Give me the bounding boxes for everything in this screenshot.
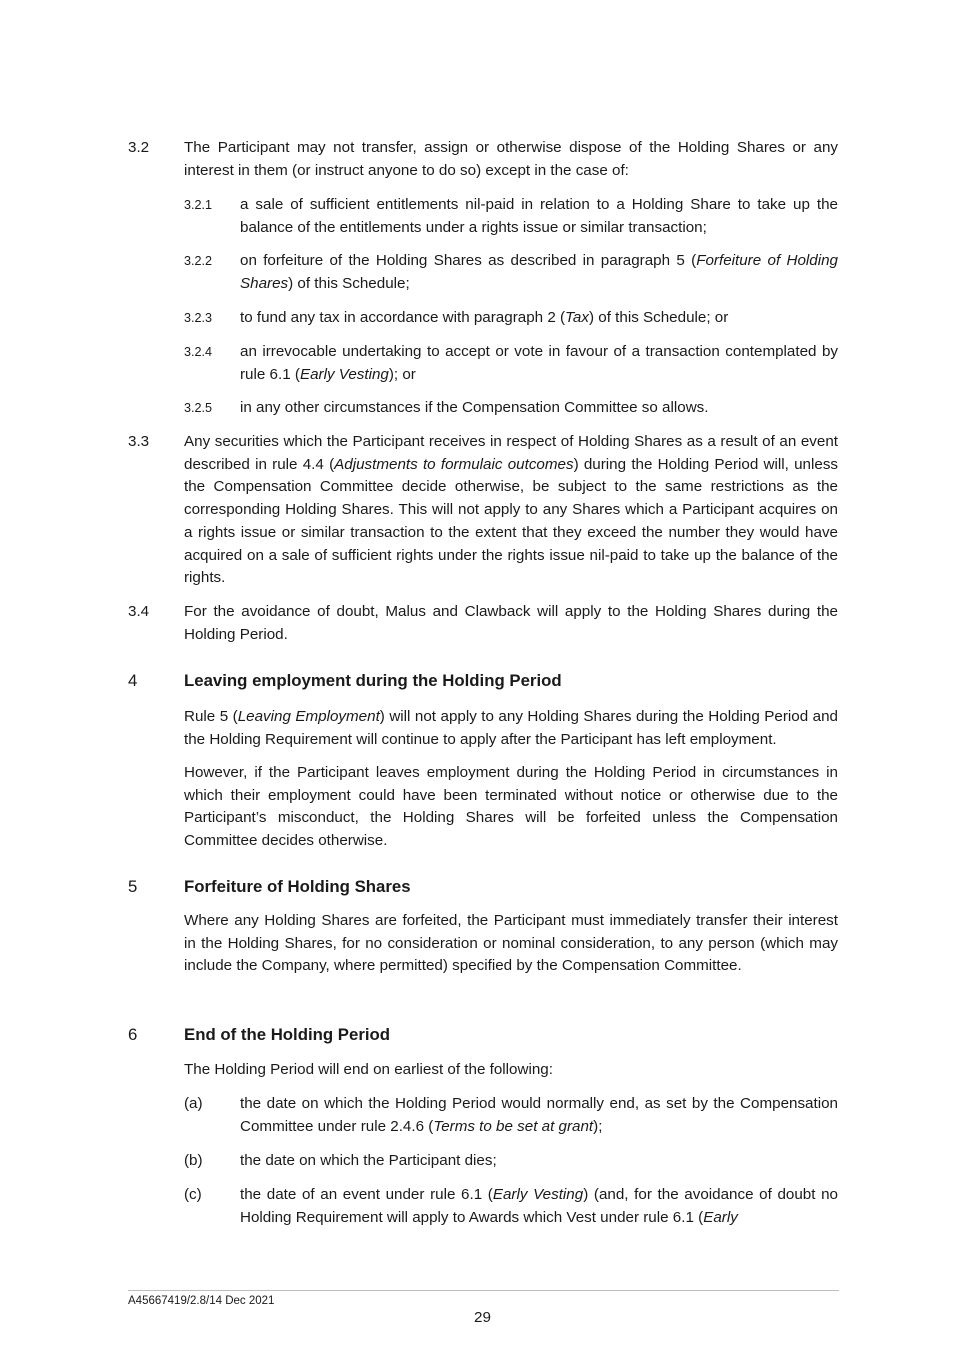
subclause-number: 3.2.1 [184,198,213,212]
clause-3-4 [128,601,838,646]
subclause-number: 3.2.5 [184,401,213,415]
section-4-paragraph-1: Rule 5 (Leaving Employment) will not apply to any Holding Shares during the Holding Period and the Holding Requirement will continue to apply after the Participant has left employment. [184,708,838,748]
section-number: 4 [128,671,138,690]
clause-number: 3.2 [128,139,150,156]
clause-3-2-2 [184,250,838,295]
subclause-text: in any other circumstances if the Compensation Committee so allows. [240,399,709,416]
subclause-text: a sale of sufficient entitlements nil-paid in relation to a Holding Share to take up the balance of the entitlements under a rights issue or similar transaction; [240,196,838,236]
clause-number: 3.3 [128,433,150,450]
section-5-paragraph-1: Where any Holding Shares are forfeited, the Participant must immediately transfer their interest in the Holding Shares, for no consideration or nominal consideration, to any person (which may include the Company, where permitted) specified by the Compensation Committee. [184,912,838,975]
section-title: End of the Holding Period [184,1025,391,1044]
page-number: 29 [474,1309,491,1326]
section-title: Forfeiture of Holding Shares [184,877,411,896]
subclause-text: to fund any tax in accordance with paragraph 2 (Tax) of this Schedule; or [240,309,729,326]
item-a [184,1093,838,1138]
section-number: 6 [128,1025,138,1044]
italic-ref: Forfeiture of Holding Shares [240,252,838,292]
clause-text: The Participant may not transfer, assign or otherwise dispose of the Holding Shares or any interest in them (or instruct anyone to do so) except in the case of: [184,139,838,179]
item-label: (b) [184,1152,203,1169]
clause-number: 3.4 [128,603,150,620]
section-number: 5 [128,877,138,896]
clause-text: For the avoidance of doubt, Malus and Clawback will apply to the Holding Shares during the Holding Period. [184,603,838,643]
italic-ref: Terms to be set at grant [433,1117,594,1135]
subclause-number: 3.2.3 [184,311,213,325]
clause-3-2 [128,137,838,182]
item-text: the date on which the Participant dies; [240,1152,497,1169]
clause-text: Any securities which the Participant receives in respect of Holding Shares as a result of an event described in rule 4.4 (Adjustments to formulaic outcomes) during the Holding Period will, unless the Compensation Committee decide otherwise, be subject to the same restrictions as the corresponding Holding Shares. This will not apply to any Shares which a Participant acquires on a rights issue or similar transaction to the extent that they exceed the number they would have acquired on a sale of sufficient rights under the rights issue nil-paid to take up the balance of the rights. [184,433,839,587]
section-6-intro: The Holding Period will end on earliest of the following: [184,1061,553,1078]
subclause-text: an irrevocable undertaking to accept or vote in favour of a transaction contemplated by rule 6.1 (Early Vesting); or [240,343,838,383]
item-text: the date of an event under rule 6.1 (Early Vesting) (and, for the avoidance of doubt no Holding Requirement will apply to Awards which Vest under rule 6.1 (Early [240,1186,839,1226]
section-4-paragraph-2: However, if the Participant leaves employment during the Holding Period in circumstances in which their employment could have been terminated without notice or otherwise due to the Participant’s misconduct, the Holding Shares will be forfeited unless the Compensation Committee decides otherwise. [184,764,838,850]
subclause-text: on forfeiture of the Holding Shares as described in paragraph 5 (Forfeiture of Holding Shares) of this Schedule; [240,252,838,292]
document-reference: A45667419/2.8/14 Dec 2021 [128,1295,275,1307]
italic-ref: Leaving Employment [237,708,380,725]
subclause-number: 3.2.2 [184,254,213,268]
item-text: the date on which the Holding Period would normally end, as set by the Compensation Committee under rule 2.4.6 (Terms to be set at grant); [240,1095,838,1135]
clause-3-2-4 [184,341,838,386]
item-c [184,1184,838,1229]
italic-ref: Early Vesting [299,365,389,383]
item-label: (a) [184,1095,203,1112]
item-label: (c) [184,1186,202,1203]
clause-3-2-5 [184,397,838,420]
italic-ref: Tax [565,309,589,326]
item-b [184,1150,838,1173]
section-4-heading [128,670,838,692]
section-6-heading [128,1024,838,1046]
subclause-number: 3.2.4 [184,345,213,359]
section-title: Leaving employment during the Holding Period [184,671,562,690]
italic-ref: Early [703,1208,738,1226]
clause-3-2-3 [184,307,838,330]
section-5-heading [128,876,838,898]
clause-3-3 [128,431,838,590]
footer-divider [128,1290,839,1291]
italic-ref: Early Vesting [492,1186,584,1203]
italic-ref: Adjustments to formulaic outcomes [334,455,574,473]
clause-3-2-1 [184,194,838,239]
